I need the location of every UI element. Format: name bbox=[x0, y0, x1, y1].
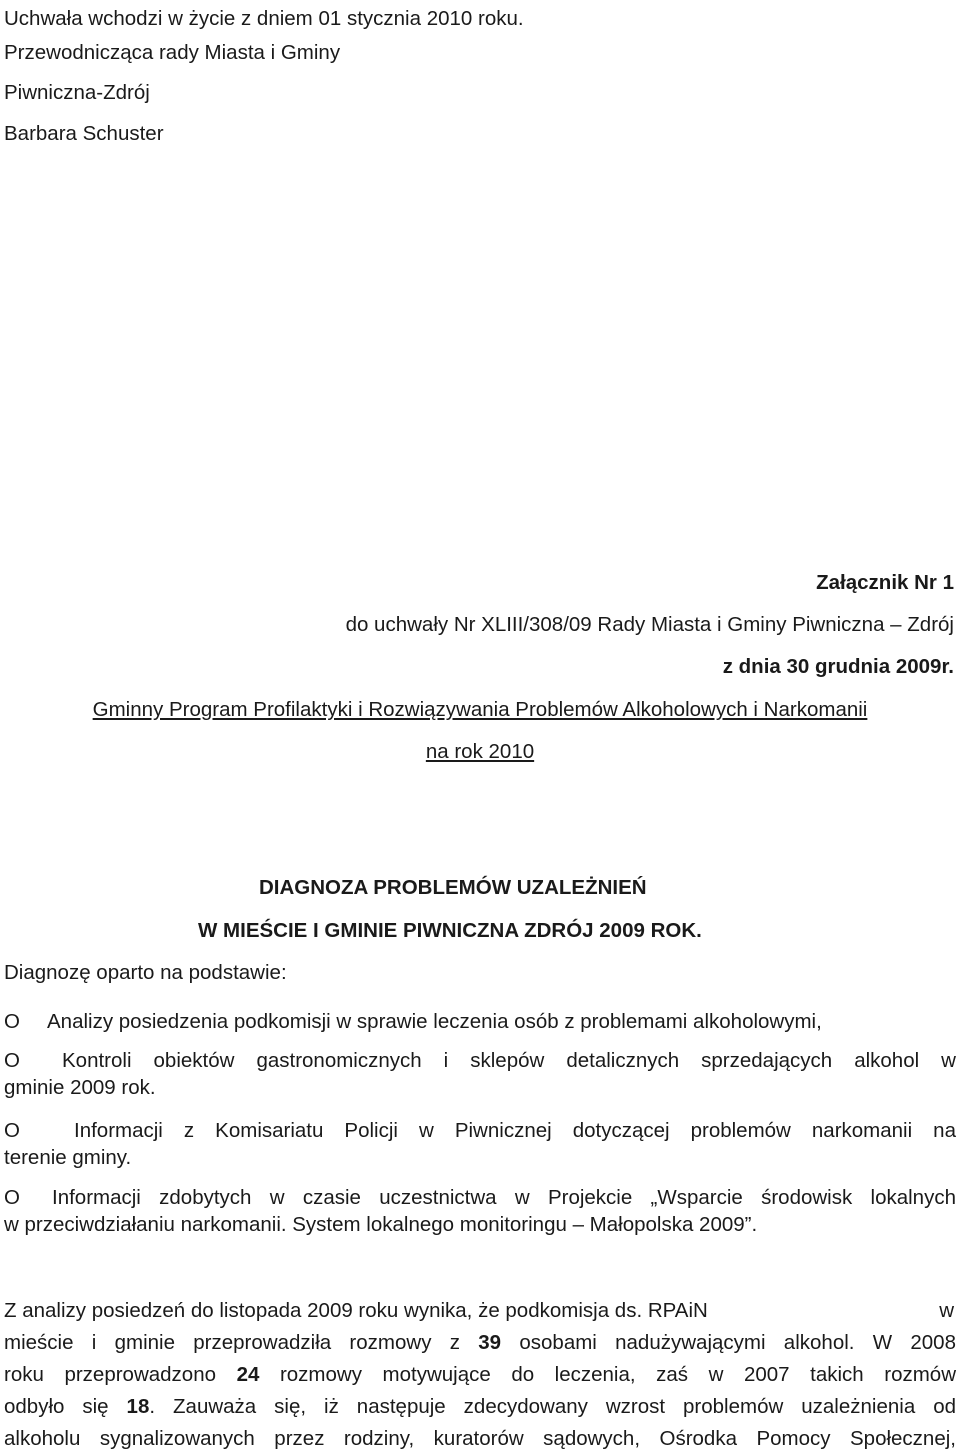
diagnosis-intro: Diagnozę oparto na podstawie: bbox=[4, 961, 287, 984]
bullet-marker: O bbox=[4, 1049, 20, 1072]
source-item-3-line1: Informacji z Komisariatu Policji w Piwnicznej dotyczącej problemów narkomanii na bbox=[74, 1119, 956, 1142]
source-item-2-line1: Kontroli obiektów gastronomicznych i sklepów detalicznych sprzedających alkohol w bbox=[62, 1049, 956, 1072]
source-item-1: Analizy posiedzenia podkomisji w sprawie leczenia osób z problemami alkoholowymi, bbox=[47, 1010, 822, 1033]
signatory-name: Barbara Schuster bbox=[4, 122, 164, 145]
analysis-line-4: odbyło się 18. Zauważa się, iż następuje zdecydowany wzrost problemów uzależnienia od bbox=[4, 1395, 956, 1418]
source-item-2-line2: gminie 2009 rok. bbox=[4, 1076, 156, 1099]
attachment-title: Załącznik Nr 1 bbox=[816, 571, 954, 594]
analysis-line-2: mieście i gminie przeprowadziła rozmowy z 39 osobami nadużywającymi alkohol. W 2008 bbox=[4, 1331, 956, 1354]
analysis-line-3: roku przeprowadzono 24 rozmowy motywujące do leczenia, zaś w 2007 takich rozmów bbox=[4, 1363, 957, 1386]
bullet-marker: O bbox=[4, 1186, 20, 1209]
attachment-date: z dnia 30 grudnia 2009r. bbox=[722, 655, 954, 678]
diagnosis-heading: DIAGNOZA PROBLEMÓW UZALEŻNIEŃ bbox=[259, 876, 647, 899]
count-2008: 24 bbox=[236, 1363, 260, 1386]
bullet-marker: O bbox=[4, 1119, 20, 1142]
count-2007: 18 bbox=[126, 1395, 150, 1418]
source-item-3-line2: terenie gminy. bbox=[4, 1146, 132, 1169]
source-item-4-line2: w przeciwdziałaniu narkomanii. System lokalnego monitoringu – Małopolska 2009”. bbox=[4, 1213, 758, 1236]
chairperson-line: Przewodnicząca rady Miasta i Gminy bbox=[4, 41, 341, 64]
analysis-line-1: Z analizy posiedzeń do listopada 2009 roku wynika, że podkomisja ds. RPAiN bbox=[4, 1299, 708, 1322]
source-item-4-line1: Informacji zdobytych w czasie uczestnictwa w Projekcie „Wsparcie środowisk lokalnych bbox=[52, 1186, 956, 1209]
bullet-marker: O bbox=[4, 1010, 20, 1033]
count-2009: 39 bbox=[478, 1331, 502, 1354]
analysis-line-1-end: w bbox=[939, 1299, 954, 1322]
attachment-resolution: do uchwały Nr XLIII/308/09 Rady Miasta i Gminy Piwniczna – Zdrój bbox=[345, 613, 954, 636]
diagnosis-subheading: W MIEŚCIE I GMINIE PIWNICZNA ZDRÓJ 2009 ROK. bbox=[198, 919, 702, 942]
municipality-line: Piwniczna-Zdrój bbox=[4, 81, 150, 104]
effective-date-line: Uchwała wchodzi w życie z dniem 01 stycznia 2010 roku. bbox=[4, 7, 524, 30]
program-subtitle: na rok 2010 bbox=[425, 740, 535, 763]
analysis-line-5: alkoholu sygnalizowanych przez rodziny, kuratorów sądowych, Ośrodka Pomocy Społecznej, bbox=[4, 1427, 956, 1450]
program-title: Gminny Program Profilaktyki i Rozwiązywania Problemów Alkoholowych i Narkomanii bbox=[92, 698, 868, 721]
